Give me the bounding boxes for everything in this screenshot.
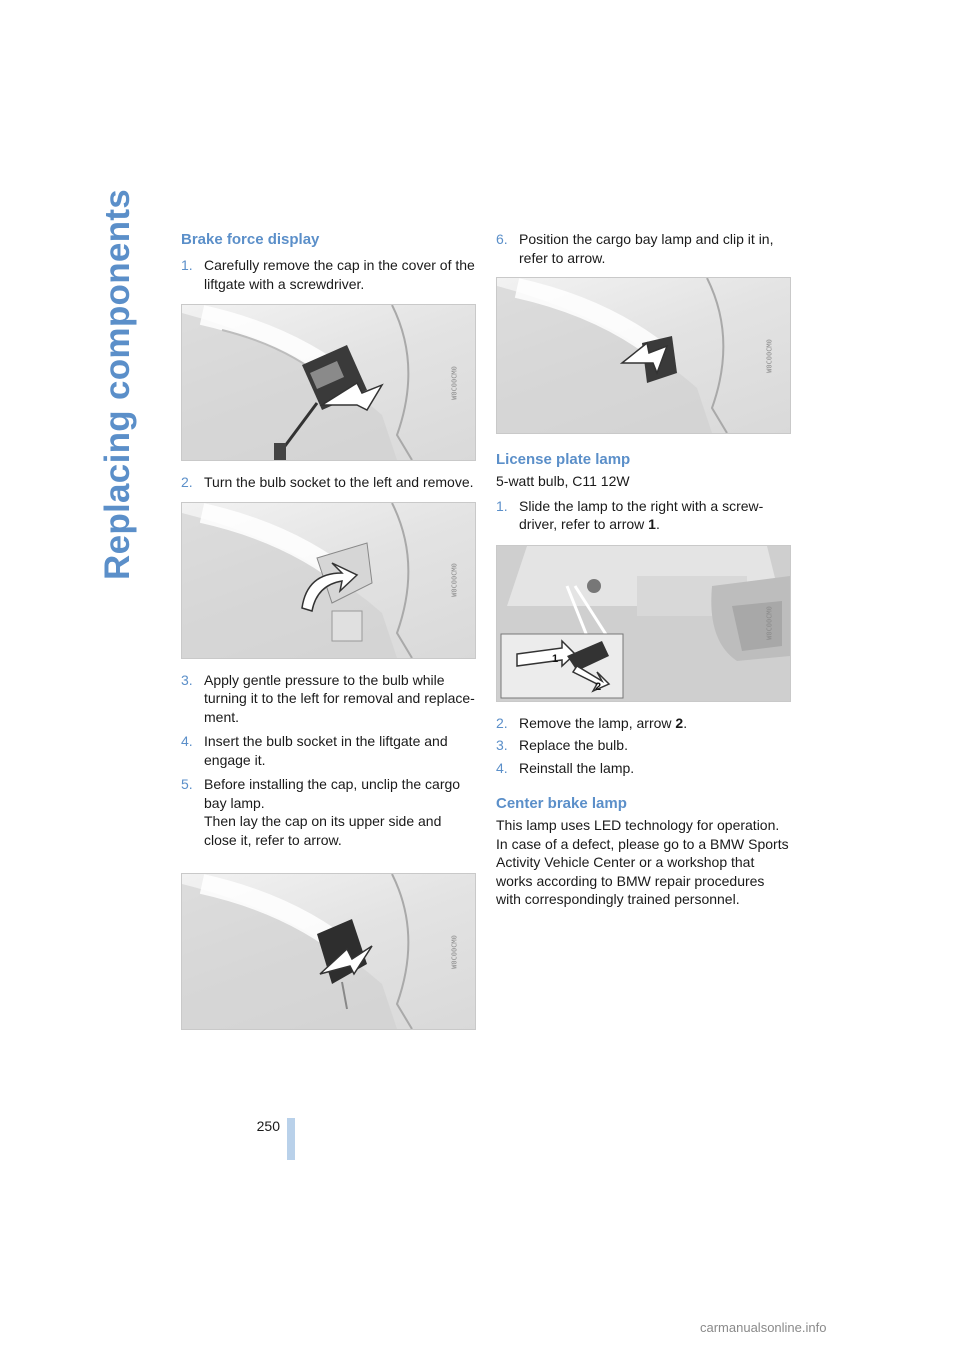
step-text: Turn the bulb socket to the left and remove.: [204, 474, 474, 490]
figure-code: W0C00CM0: [450, 934, 459, 969]
heading-brake-force-display: Brake force display: [181, 231, 320, 248]
step-text: Apply gentle pressure to the bulb while turning it to the left for removal and replace-ment.: [204, 671, 475, 725]
step-1: [181, 256, 476, 293]
step-number: 3.: [181, 671, 193, 688]
side-chapter-title: [98, 188, 158, 580]
step-number: 2.: [496, 714, 508, 731]
page-number: 250: [256, 1118, 280, 1134]
center-brake-lamp-text: This lamp uses LED technology for operation. In case of a defect, please go to a BMW Sports Activity Vehicle Center or a workshop that works according to BMW repair procedures with correspondingly trained personnel.: [496, 817, 789, 907]
step-text-continued: Then lay the cap on its upper side and close it, refer to arrow.: [204, 813, 442, 848]
step-bold-ref: 2: [675, 714, 684, 731]
step-text: Replace the bulb.: [519, 737, 628, 753]
callout-2: 2: [595, 680, 602, 693]
step-5: [181, 775, 476, 849]
step-4: [181, 732, 476, 769]
step-number: 4.: [496, 759, 508, 776]
figure-lay-cap: [181, 873, 476, 1030]
license-step-3: [496, 736, 791, 755]
step-number: 1.: [181, 257, 193, 273]
figure-turn-socket: [181, 502, 476, 659]
step-text: Reinstall the lamp.: [519, 759, 635, 776]
step-text: Before installing the cap, unclip the cargo bay lamp.: [204, 776, 461, 811]
license-step-4: [496, 759, 791, 778]
footer-watermark: carmanualsonline.info: [700, 1320, 827, 1335]
figure-code: W0C00CM0: [450, 365, 459, 400]
step-bold-ref: 1: [648, 516, 656, 532]
step-number: 1.: [496, 497, 508, 514]
figure-code: W0C00CM0: [765, 606, 774, 640]
step-text: Carefully remove the cap in the cover of the liftgate with a screwdriver.: [204, 257, 475, 292]
figure-code: W0C00CM0: [450, 563, 459, 597]
license-intro: 5-watt bulb, C11 12W: [496, 473, 630, 489]
step-text: Position the cargo bay lamp and clip it in, refer to arrow.: [519, 231, 774, 266]
figure-license-lamp: [496, 545, 791, 702]
step-text: Slide the lamp to the right with a screw-driver, refer to arrow: [519, 497, 764, 532]
step-number: 4.: [181, 733, 193, 749]
step-2: [181, 473, 476, 492]
left-column: [181, 230, 476, 1030]
license-step-1: 1. Slide the lamp to the right with a screw-driver, refer to arrow 1.: [496, 497, 764, 532]
side-chapter-title-text: Replacing components: [98, 188, 137, 580]
step-number: 5.: [181, 776, 193, 792]
figure-code: W0C00CM0: [765, 338, 774, 373]
step-6: [496, 230, 791, 267]
callout-1: 1: [552, 652, 559, 665]
heading-license-plate-lamp: License plate lamp: [496, 451, 631, 468]
figure-remove-cap: [181, 304, 476, 461]
right-column: [496, 230, 791, 909]
step-number: 2.: [181, 474, 193, 490]
step-text: Insert the bulb socket in the liftgate and engage it.: [204, 733, 448, 768]
license-step-2: 2. Remove the lamp, arrow 2.: [496, 714, 688, 731]
page-number-bar: [287, 1118, 295, 1160]
step-number: 3.: [496, 737, 508, 753]
figure-clip-lamp: [496, 277, 791, 434]
step-3: [181, 671, 476, 727]
step-number: 6.: [496, 231, 508, 247]
heading-center-brake-lamp: Center brake lamp: [496, 795, 627, 812]
step-text: Remove the lamp, arrow: [519, 714, 676, 731]
